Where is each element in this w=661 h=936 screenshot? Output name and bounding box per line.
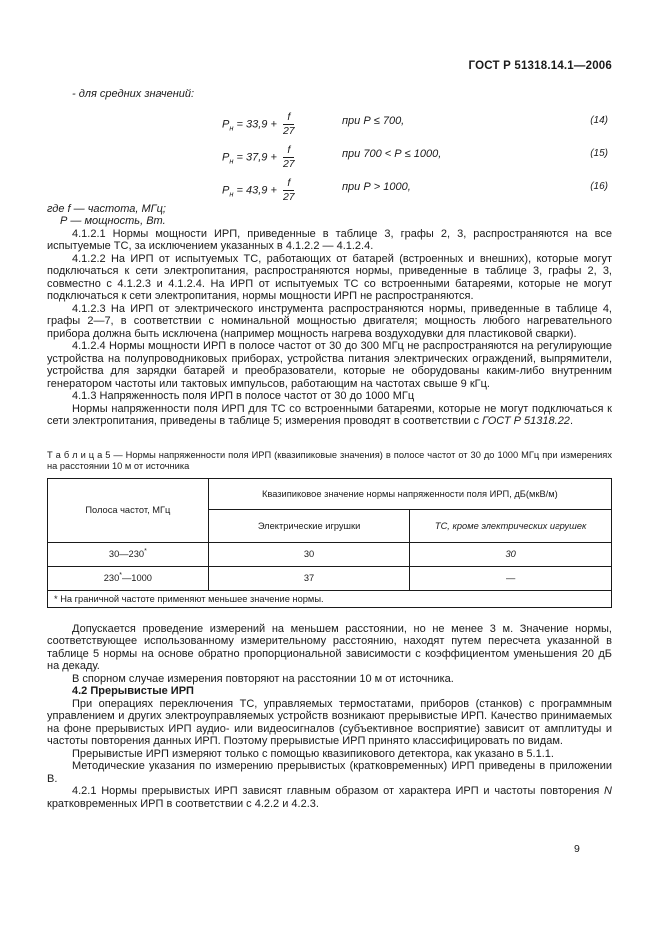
equation-variable: P	[222, 151, 230, 164]
equation-body: = 43,9 +	[233, 184, 280, 197]
text-run: Методические указания по измерению прерывистых (кратковременных) ИРП приведены в приложении В.	[47, 760, 612, 785]
text-run: —	[506, 573, 516, 584]
formula-block	[47, 104, 612, 203]
equation-subscript: н	[229, 123, 234, 133]
equation-variable: P	[222, 118, 230, 131]
table-cell	[410, 542, 612, 566]
equation-subscript: н	[229, 156, 234, 166]
paragraph	[47, 685, 612, 698]
body-section-2	[47, 623, 612, 811]
equation-expression	[222, 112, 295, 137]
paragraph	[47, 748, 612, 761]
equation-body: = 37,9 +	[233, 151, 280, 164]
where-line: Р — мощность, Вт.	[60, 215, 166, 228]
formula-row	[47, 137, 612, 170]
text-run: 4.1.2.2 На ИРП от испытуемых ТС, работающих от батарей (встроенных и внешних), которые могут подключаться к сети электропитания, распространяются нормы, приведенные в таблице 3, графы 2, 3, совместно с 4.1.2.3 и 4.1.2.4. На ИРП от испытуемых ТС со встроенными батареями, которые не могут подключаться к сети электропитания, нормы мощности ИРП не распространяются.	[47, 252, 612, 303]
fraction-numerator: f	[283, 112, 294, 125]
page-number: 9	[574, 843, 580, 855]
body-section-1	[47, 228, 612, 428]
formula-lead-line: - для средних значений:	[72, 88, 195, 100]
table-cell	[208, 542, 410, 566]
table-cell	[48, 542, 209, 566]
text-run: 30	[303, 549, 315, 560]
paragraph	[47, 340, 612, 390]
equation-body: = 33,9 +	[233, 118, 280, 131]
table-cell	[410, 566, 612, 590]
table-subheader-cell: ТС, кроме электрических игрушек	[410, 509, 612, 542]
table-cell	[48, 566, 209, 590]
fraction-denominator: 27	[282, 158, 295, 171]
paragraph	[47, 390, 612, 403]
text-run: 4.1.2.1 Нормы мощности ИРП, приведенные в таблице 3, графы 2, 3, распространяются на все испытуемые ТС, за исключением указанных в 4.1.2.2 — 4.1.2.4.	[47, 227, 612, 253]
equation-expression	[222, 178, 295, 203]
text-run: 4.2.1 Нормы прерывистых ИРП зависят главным образом от характера ИРП и частоты повторения	[72, 785, 605, 798]
text-run: 30	[505, 549, 516, 560]
table-footnote-row	[48, 590, 612, 607]
where-line: где f — частота, МГц;	[47, 203, 166, 215]
formula-row	[47, 170, 612, 203]
fraction	[283, 112, 295, 137]
text-run: .	[569, 415, 573, 428]
table-5	[47, 478, 612, 608]
text-run: При операциях переключения ТС, управляемых термостатами, приборов (станков) с программным управлением и других электроуправляемых устройств возникают прерывистые ИРП. Качество принимаемых на фоне прерывистых ИРП аудио- или видеосигналов (субъективное восприятие) зависит от амплитуды и частоты повторения данных ИРП. Поэтому прерывистые ИРП принято классифицировать по видам.	[47, 697, 612, 748]
paragraph	[47, 698, 612, 748]
text-run: 4.1.2.3 На ИРП от электрического инструмента распространяются нормы, приведенные в таблице 4, графы 2—7, в соответствии с номинальной мощностью двигателя; мощность любого нагревательного прибора должна быть исключена (например мощность нагрева воздуходувки для пластиковой сварки).	[47, 302, 612, 340]
text-run: кратковременных ИРП в соответствии с 4.2.2 и 4.2.3.	[47, 797, 319, 810]
fraction-denominator: 27	[282, 125, 295, 138]
text-run: 4.2 Прерывистые ИРП	[72, 685, 194, 698]
fraction-denominator: 27	[282, 191, 295, 204]
paragraph	[47, 253, 612, 303]
equation-condition: при Р ≤ 700,	[342, 115, 405, 127]
text-run: 230	[103, 573, 120, 584]
text-run: —1000	[122, 573, 152, 584]
paragraph	[47, 403, 612, 428]
text-run: *	[119, 572, 122, 580]
equation-subscript: н	[229, 189, 234, 199]
paragraph	[47, 228, 612, 253]
fraction	[283, 178, 295, 203]
text-run: Прерывистые ИРП измеряют только с помощью квазипикового детектора, как указано в 5.1.1.	[72, 747, 554, 760]
equation-condition: при Р > 1000,	[342, 181, 411, 193]
equation-number: (16)	[590, 181, 608, 192]
text-run: N	[604, 785, 612, 798]
text-run: 4.1.2.4 Нормы мощности ИРП в полосе частот от 30 до 300 МГц не распространяются на регулирующие устройства на полупроводниковых приборах, устройства питания электрических ограждений, выпрямители, устройства для зарядки батарей и преобразователи, которые не оборудованы каким-либо внутренним генератором частоты или тактовых импульсов, работающим на частотах свыше 9 кГц.	[47, 340, 612, 390]
formula-row	[47, 104, 612, 137]
paragraph	[47, 623, 612, 673]
fraction	[283, 145, 295, 170]
paragraph	[47, 673, 612, 686]
table-header-group: Квазипиковое значение нормы напряженности поля ИРП, дБ(мкВ/м)	[208, 478, 611, 509]
paragraph	[47, 303, 612, 341]
paragraph	[47, 785, 612, 810]
table-cell	[208, 566, 410, 590]
paragraph	[47, 760, 612, 785]
equation-number: (15)	[590, 148, 608, 159]
text-run: 37	[303, 573, 315, 584]
table-header-frequency-band: Полоса частот, МГц	[48, 478, 209, 542]
text-run: 4.1.3 Напряженность поля ИРП в полосе частот от 30 до 1000 МГц	[72, 390, 415, 403]
fraction-numerator: f	[283, 178, 294, 191]
equation-number: (14)	[590, 115, 608, 126]
equation-expression	[222, 145, 295, 170]
text-run: 30—230	[108, 549, 145, 560]
text-run: ГОСТ Р 51318.22	[482, 415, 570, 428]
table-subheader-cell: Электрические игрушки	[208, 509, 410, 542]
text-run: Нормы напряженности поля ИРП для ТС со встроенными батареями, которые не могут подключаться к сети электропитания, приведены в таблице 5; измерения проводят в соответствии с	[47, 402, 612, 428]
table-caption: Т а б л и ц а 5 — Нормы напряженности поля ИРП (квазипиковые значения) в полосе частот от 30 до 1000 МГц при измерениях на расстоянии 10 м от источника	[47, 449, 612, 472]
text-run: *	[144, 548, 147, 556]
table-header-row	[48, 478, 612, 509]
table-row	[48, 542, 612, 566]
table-footnote: * На граничной частоте применяют меньшее значение нормы.	[48, 590, 612, 607]
doc-header: ГОСТ Р 51318.14.1—2006	[468, 60, 612, 72]
text-run: Допускается проведение измерений на меньшем расстоянии, но не менее 3 м. Значение нормы, соответствующее использованному измерительному расстоянию, находят путем пересчета указанной в таблице 5 нормы на основе обратно пропорциональной зависимости с коэффициентом уменьшения 20 дБ на декаду.	[47, 622, 612, 673]
table-row	[48, 566, 612, 590]
equation-condition: при 700 < Р ≤ 1000,	[342, 148, 442, 160]
formula-where-block	[47, 203, 612, 228]
equation-variable: P	[222, 184, 230, 197]
fraction-numerator: f	[283, 145, 294, 158]
text-run: В спорном случае измерения повторяют на расстоянии 10 м от источника.	[72, 672, 454, 685]
